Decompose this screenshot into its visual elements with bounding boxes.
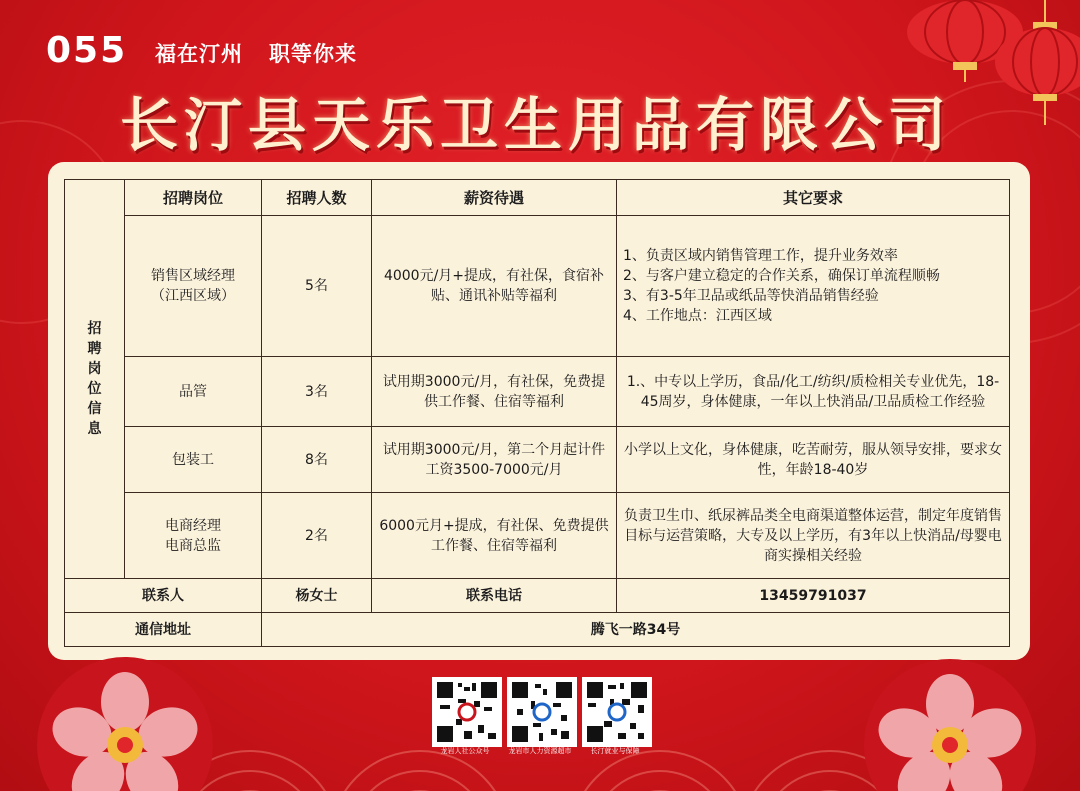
- flower-icon: [20, 640, 240, 791]
- header-count: 招聘人数: [262, 180, 372, 216]
- salary-cell: 试用期3000元/月，有社保，免费提供工作餐、住宿等福利: [372, 357, 617, 427]
- position-cell: 销售区域经理 （江西区域）: [125, 216, 262, 357]
- salary-cell: 试用期3000元/月，第二个月起计件工资3500-7000元/月: [372, 427, 617, 493]
- phone-label: 联系电话: [372, 579, 617, 613]
- table-row: [65, 357, 1010, 427]
- slogan: [155, 38, 383, 68]
- qr-code-group: [432, 677, 648, 759]
- slogan-part-1: 福在汀州: [155, 42, 243, 66]
- qr-code-icon[interactable]: [507, 677, 577, 747]
- contact-label: 联系人: [65, 579, 262, 613]
- table-row: [65, 493, 1010, 579]
- qr-caption: 龙岩人社公众号: [440, 747, 490, 755]
- requirements-cell: 1.、中专以上学历，食品/化工/纺织/质检相关专业优先，18-45周岁，身体健康，一年以上快消品/卫品质检工作经验: [617, 357, 1010, 427]
- qr-code-icon[interactable]: [582, 677, 652, 747]
- salary-cell: 4000元/月+提成，有社保，食宿补贴、通讯补贴等福利: [372, 216, 617, 357]
- header-salary: 薪资待遇: [372, 180, 617, 216]
- qr-caption: 长汀就业与保障: [590, 747, 640, 755]
- position-cell: 品管: [125, 357, 262, 427]
- address-label: 通信地址: [65, 613, 262, 647]
- poster-number: 055: [46, 30, 128, 71]
- table-header-row: [65, 180, 1010, 216]
- requirements-cell: 负责卫生巾、纸尿裤品类全电商渠道整体运营，制定年度销售目标与运营策略，大专及以上学历，有3年以上快消品/母婴电商实操相关经验: [617, 493, 1010, 579]
- salary-cell: 6000元月+提成，有社保、免费提供工作餐、住宿等福利: [372, 493, 617, 579]
- table-row: [65, 216, 1010, 357]
- company-title: 长汀县天乐卫生用品有限公司: [120, 91, 953, 159]
- count-cell: 8名: [262, 427, 372, 493]
- requirements-cell: 1、负责区域内销售管理工作，提升业务效率 2、与客户建立稳定的合作关系，确保订单流程顺畅 3、有3-5年卫品或纸品等快消品销售经验 4、工作地点：江西区域: [617, 216, 1010, 357]
- contact-row: [65, 579, 1010, 613]
- contact-name: 杨女士: [262, 579, 372, 613]
- count-cell: 2名: [262, 493, 372, 579]
- qr-code-icon[interactable]: [432, 677, 502, 747]
- flower-icon: [845, 650, 1065, 791]
- count-cell: 5名: [262, 216, 372, 357]
- qr-caption: 龙岩市人力资源超市: [508, 747, 572, 755]
- count-cell: 3名: [262, 357, 372, 427]
- position-cell: 电商经理 电商总监: [125, 493, 262, 579]
- side-label: 招聘岗位信息: [65, 180, 125, 579]
- slogan-part-2: 职等你来: [269, 42, 357, 66]
- header-requirements: 其它要求: [617, 180, 1010, 216]
- recruitment-table: [64, 179, 1010, 647]
- phone-number: 13459791037: [617, 579, 1010, 613]
- header-position: 招聘岗位: [125, 180, 262, 216]
- position-cell: 包装工: [125, 427, 262, 493]
- table-row: [65, 427, 1010, 493]
- address-value: 腾飞一路34号: [262, 613, 1010, 647]
- requirements-cell: 小学以上文化，身体健康，吃苦耐劳，服从领导安排，要求女性，年龄18-40岁: [617, 427, 1010, 493]
